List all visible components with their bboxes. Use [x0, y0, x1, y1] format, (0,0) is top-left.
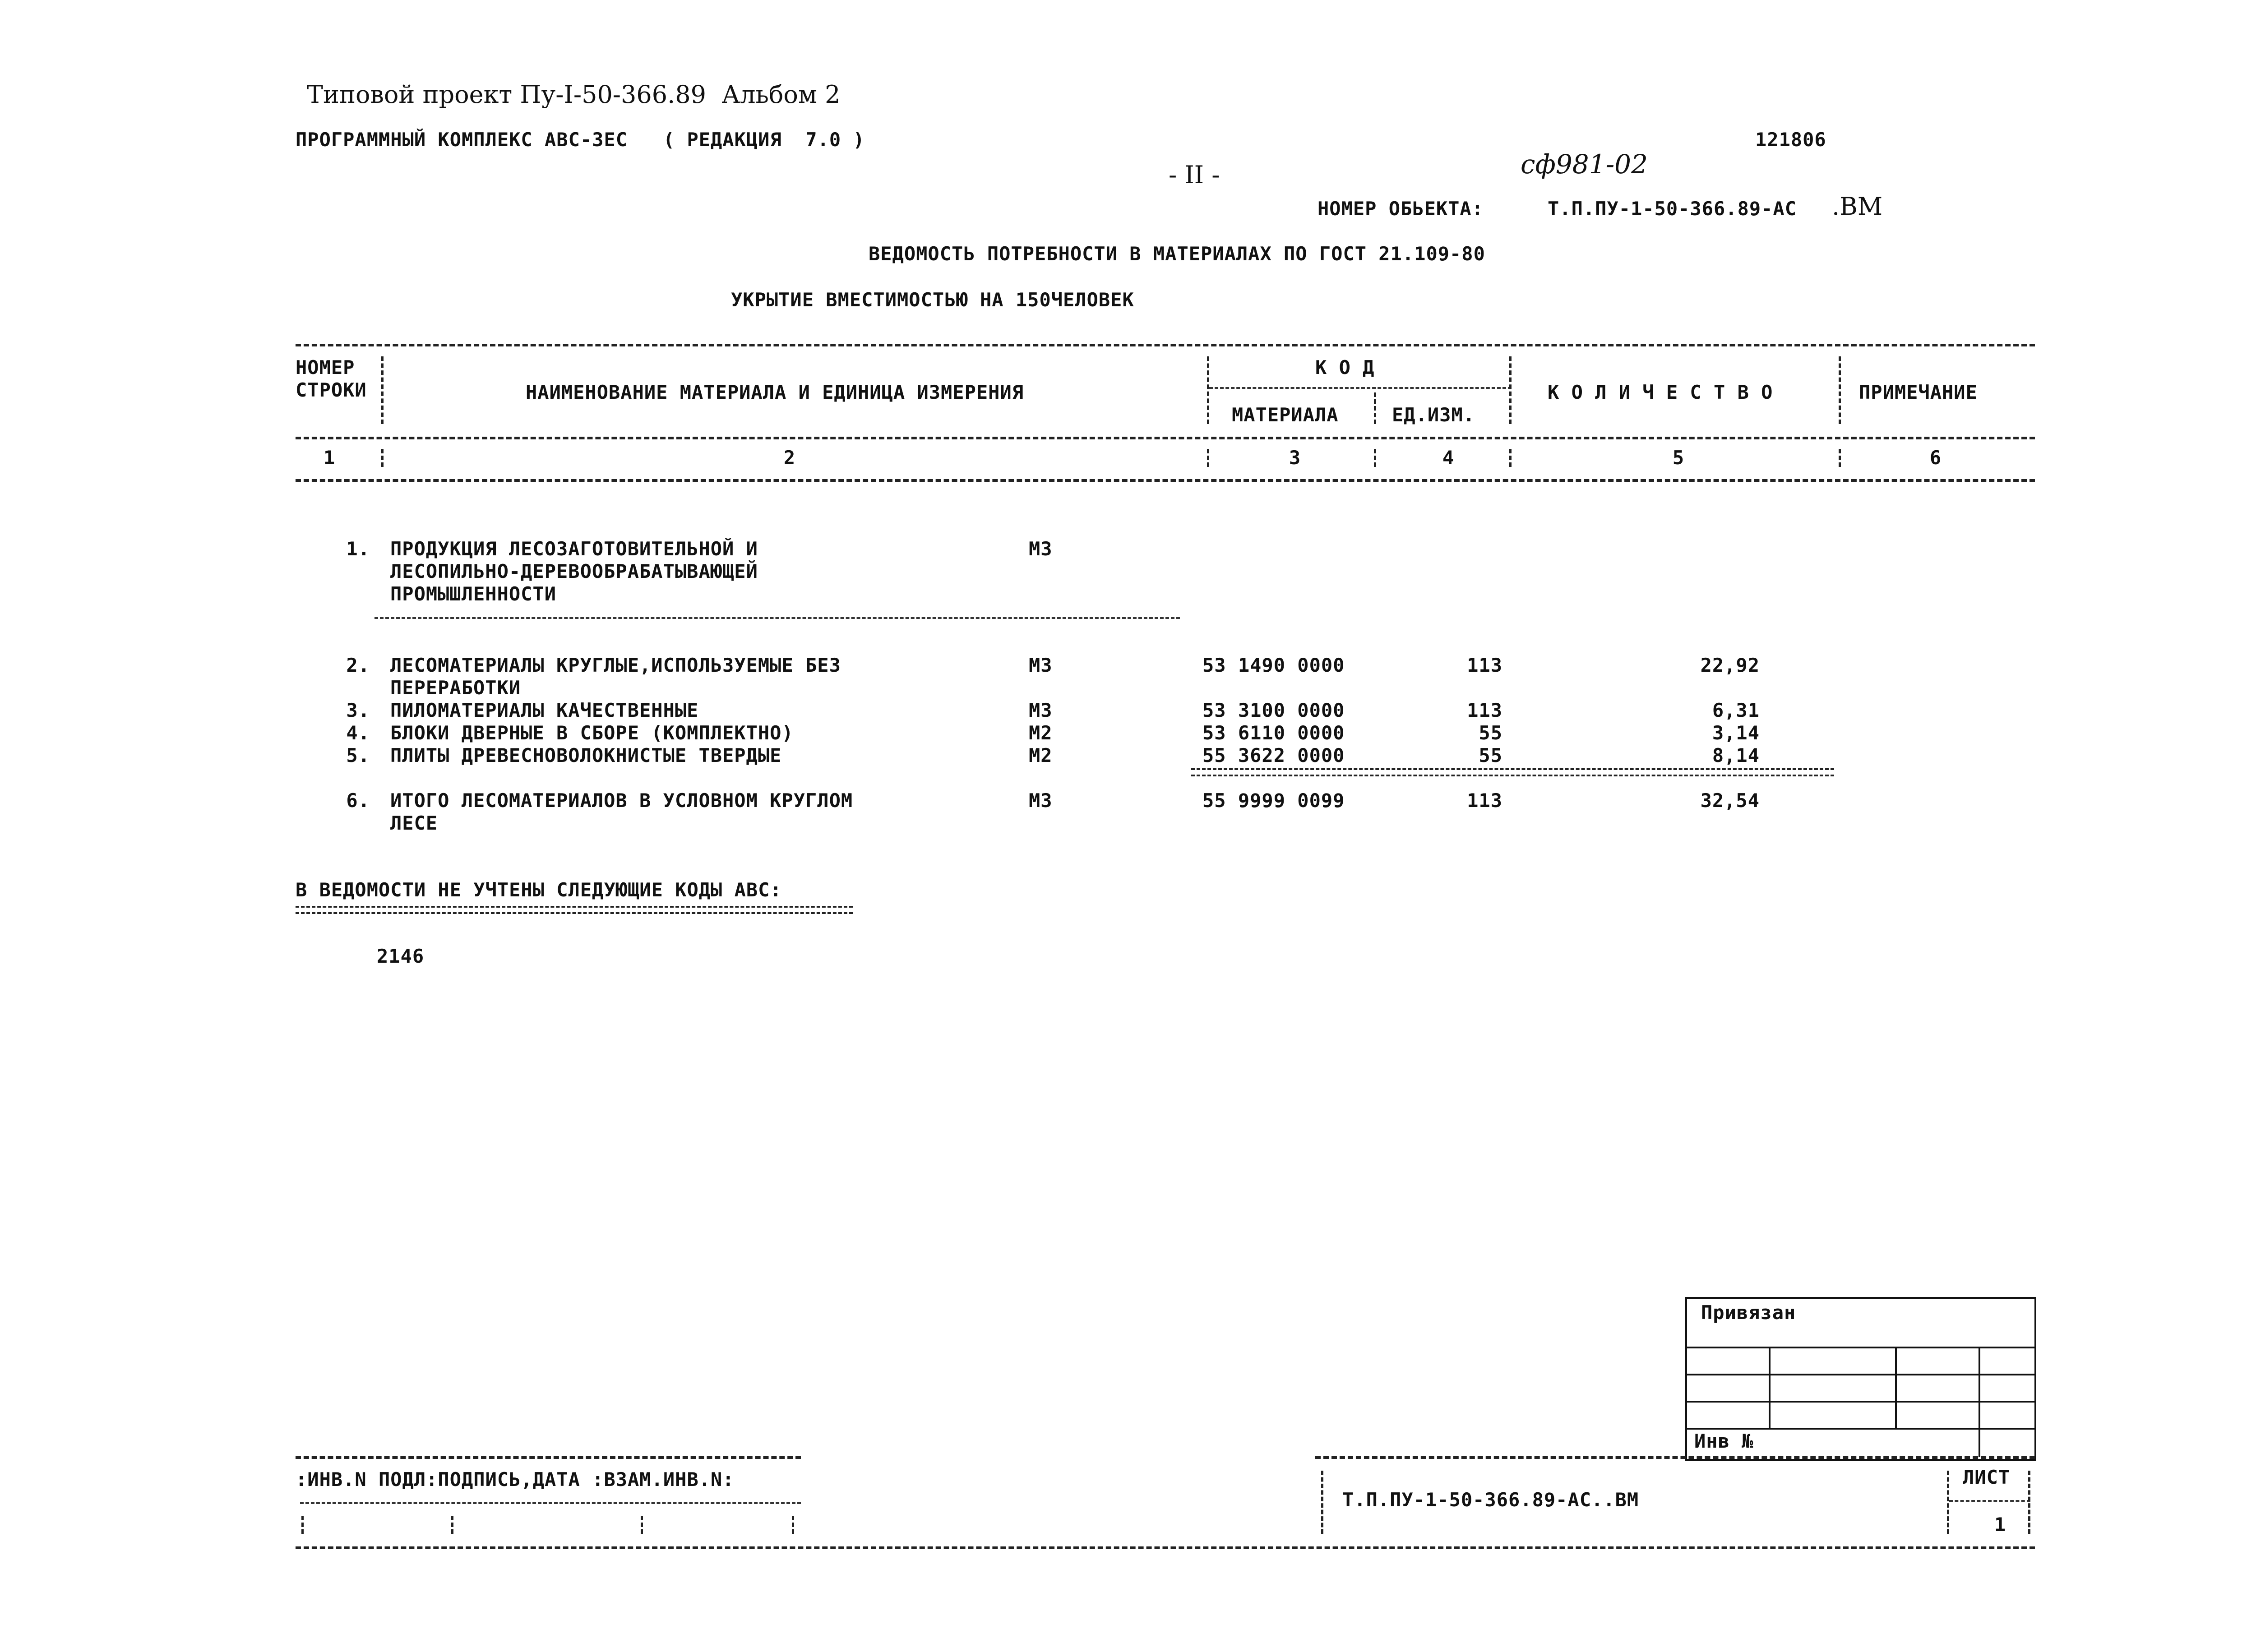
col-divider [381, 356, 384, 424]
row-name: ПРОДУКЦИЯ ЛЕСОЗАГОТОВИТЕЛЬНОЙ И ЛЕСОПИЛЬНО-ДЕРЕВООБРАБАТЫВАЮЩЕЙ ПРОМЫШЛЕННОСТИ [390, 538, 758, 605]
footer-sheet-rule [1949, 1500, 2030, 1502]
doc-number: 121806 [1755, 129, 1826, 151]
row-unit-code: 113 [1467, 789, 1502, 812]
col-header-quantity: К О Л И Ч Е С Т В О [1548, 381, 1773, 403]
footer-right-top-rule [1315, 1456, 2035, 1459]
row-unit: М3 [1029, 654, 1053, 676]
page-title: ВЕДОМОСТЬ ПОТРЕБНОСТИ В МАТЕРИАЛАХ ПО ГОСТ 21.109-80 [869, 243, 1485, 265]
footer-left-mid-rule [300, 1502, 801, 1504]
col-divider [1207, 356, 1209, 424]
program-line: ПРОГРАММНЫЙ КОМПЛЕКС АВС-3ЕС ( РЕДАКЦИЯ 7.0 ) [296, 129, 865, 151]
row-quantity: 8,14 [1712, 744, 1760, 766]
footer-sheet-number: 1 [1994, 1514, 2006, 1536]
footer-cell-divider [1947, 1471, 1949, 1534]
row-number: 1. [346, 538, 370, 560]
footer-left-top-rule [296, 1456, 801, 1459]
stamp-grid-line [1979, 1347, 1980, 1457]
page-subtitle: УКРЫТИЕ ВМЕСТИМОСТЬЮ НА 150ЧЕЛОВЕК [731, 289, 1134, 311]
group-underline [374, 617, 1180, 619]
row-number: 4. [346, 722, 370, 744]
row-number: 6. [346, 789, 370, 812]
col-divider [1374, 449, 1376, 467]
col-number: 5 [1672, 447, 1685, 469]
row-quantity: 6,31 [1712, 699, 1760, 721]
footer-cell-divider [451, 1516, 453, 1534]
row-name: БЛОКИ ДВЕРНЫЕ В СБОРЕ (КОМПЛЕКТНО) [390, 722, 794, 744]
footer-cell-divider [792, 1516, 794, 1534]
stamp-inv-label: Инв № [1694, 1430, 1754, 1452]
col-divider [1207, 449, 1209, 467]
notes-double-rule [296, 906, 853, 914]
row-material-code: 53 6110 0000 [1202, 722, 1345, 744]
row-unit: М3 [1029, 538, 1053, 560]
col-divider [1839, 356, 1841, 424]
row-unit-code: 113 [1467, 699, 1502, 721]
handwritten-code: сф981-02 [1521, 149, 1648, 180]
row-unit: М2 [1029, 744, 1053, 766]
row-name: ПИЛОМАТЕРИАЛЫ КАЧЕСТВЕННЫЕ [390, 699, 699, 721]
col-header-code: К О Д [1315, 356, 1375, 378]
col-header-material: МАТЕРИАЛА [1232, 404, 1339, 426]
object-value: Т.П.ПУ-1-50-366.89-АС [1548, 198, 1797, 220]
row-material-code: 55 9999 0099 [1202, 789, 1345, 812]
object-label: НОМЕР ОБЬЕКТА: [1318, 198, 1484, 220]
stamp-grid-line [1685, 1347, 2034, 1348]
row-material-code: 55 3622 0000 [1202, 744, 1345, 766]
stamp-grid-line [1685, 1428, 2034, 1430]
table-top-rule [296, 344, 2035, 346]
row-name: ЛЕСОМАТЕРИАЛЫ КРУГЛЫЕ,ИСПОЛЬЗУЕМЫЕ БЕЗ ПЕРЕРАБОТКИ [390, 654, 841, 699]
row-number: 2. [346, 654, 370, 676]
unaccounted-codes-label: В ВЕДОМОСТИ НЕ УЧТЕНЫ СЛЕДУЮЩИЕ КОДЫ АВС: [296, 879, 782, 901]
col-header-name: НАИМЕНОВАНИЕ МАТЕРИАЛА И ЕДИНИЦА ИЗМЕРЕНИЯ [526, 381, 1024, 403]
footer-left-header: :ИНВ.N ПОДЛ:ПОДПИСЬ,ДАТА :ВЗАМ.ИНВ.N: [296, 1468, 735, 1490]
row-material-code: 53 1490 0000 [1202, 654, 1345, 676]
row-unit-code: 55 [1479, 722, 1502, 744]
row-quantity: 32,54 [1700, 789, 1760, 812]
footer-cell-divider [2028, 1471, 2030, 1534]
col-divider [1509, 449, 1512, 467]
object-suffix: .ВМ [1832, 192, 1883, 221]
col-divider [1509, 356, 1512, 424]
row-quantity: 3,14 [1712, 722, 1760, 744]
stamp-privyazan-label: Привязан [1701, 1301, 1796, 1324]
col-number: 4 [1442, 447, 1455, 469]
header-bottom-rule [296, 437, 2035, 439]
footer-cell-divider [641, 1516, 643, 1534]
row-name: ПЛИТЫ ДРЕВЕСНОВОЛОКНИСТЫЕ ТВЕРДЫЕ [390, 744, 782, 766]
row-unit: М3 [1029, 789, 1053, 812]
col-number: 2 [783, 447, 796, 469]
project-line: Типовой проект Пу-I-50-366.89 Альбом 2 [307, 80, 841, 109]
col-header-note: ПРИМЕЧАНИЕ [1859, 381, 1978, 403]
total-double-rule [1191, 768, 1834, 776]
row-number: 5. [346, 744, 370, 766]
col-divider [381, 449, 384, 467]
stamp-grid-line [1769, 1347, 1771, 1428]
row-number: 3. [346, 699, 370, 721]
unaccounted-code: 2146 [377, 945, 425, 967]
col-header-unit: ЕД.ИЗМ. [1392, 404, 1475, 426]
col-divider [1839, 449, 1841, 467]
col-number: 6 [1929, 447, 1942, 469]
row-unit-code: 55 [1479, 744, 1502, 766]
row-unit-code: 113 [1467, 654, 1502, 676]
footer-cell-divider [1321, 1471, 1323, 1534]
column-numbers-bottom-rule [296, 479, 2035, 482]
code-subheader-rule [1209, 387, 1512, 389]
footer-cell-divider [301, 1516, 304, 1534]
row-unit: М2 [1029, 722, 1053, 744]
col-number: 1 [323, 447, 336, 469]
row-quantity: 22,92 [1700, 654, 1760, 676]
col-divider [1374, 392, 1376, 424]
row-unit: М3 [1029, 699, 1053, 721]
row-material-code: 53 3100 0000 [1202, 699, 1345, 721]
page-marker: - II - [1169, 161, 1220, 189]
stamp-grid-line [1685, 1401, 2034, 1403]
col-header-row-no: НОМЕР СТРОКИ [296, 356, 367, 401]
footer-bottom-rule [296, 1546, 2035, 1549]
row-name: ИТОГО ЛЕСОМАТЕРИАЛОВ В УСЛОВНОМ КРУГЛОМ ЛЕСЕ [390, 789, 853, 834]
stamp-grid-line [1685, 1374, 2034, 1375]
footer-designation: Т.П.ПУ-1-50-366.89-АС..ВМ [1342, 1489, 1639, 1511]
col-number: 3 [1289, 447, 1301, 469]
footer-sheet-label: ЛИСТ [1963, 1466, 2011, 1488]
stamp-grid-line [1895, 1347, 1897, 1428]
